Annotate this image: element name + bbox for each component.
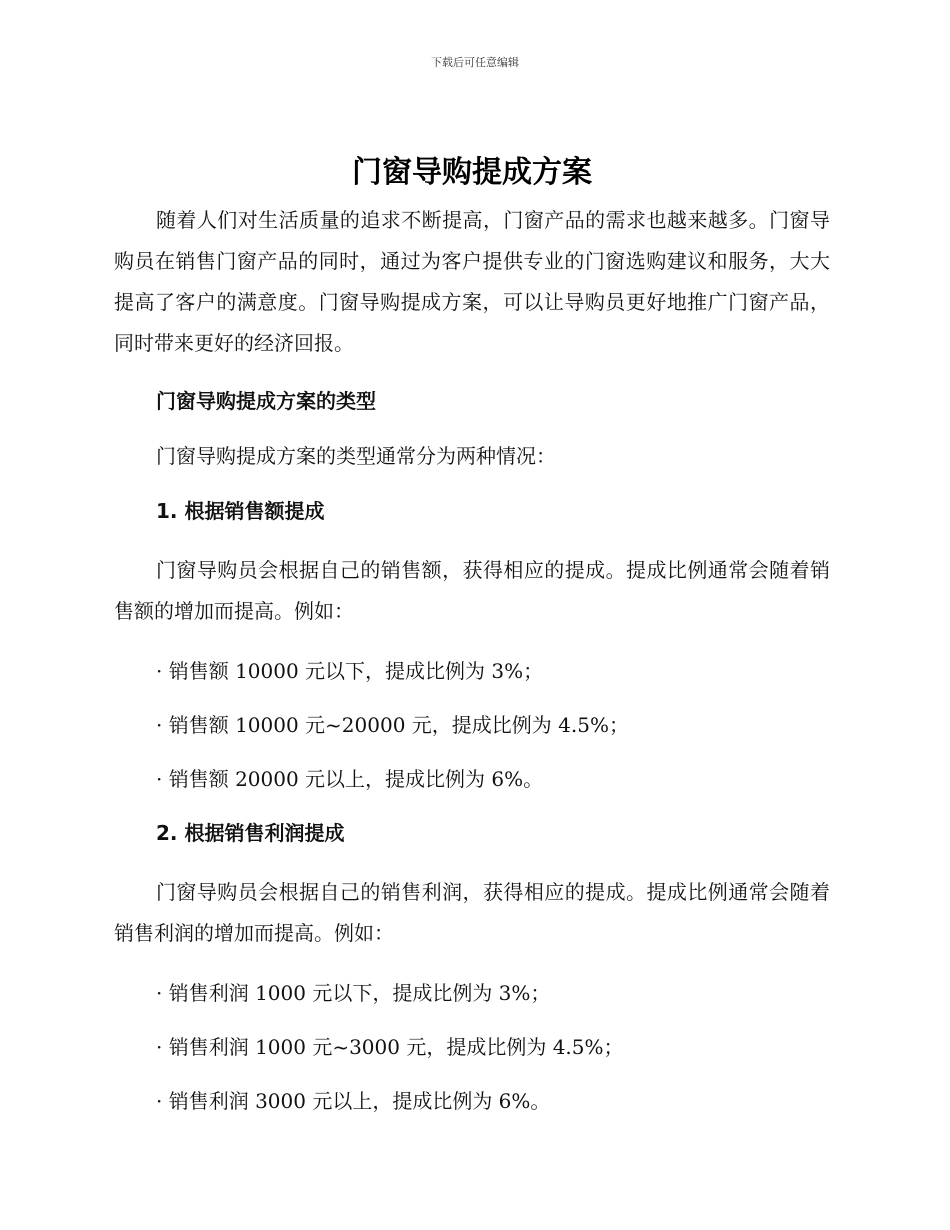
sub2-heading: 2. 根据销售利润提成	[156, 821, 345, 845]
document-title: 门窗导购提成方案	[352, 155, 592, 190]
section-heading: 门窗导购提成方案的类型	[156, 389, 376, 413]
section-intro: 门窗导购提成方案的类型通常分为两种情况：	[156, 444, 556, 468]
sub2-bullet: · 销售利润 1000 元~3000 元，提成比例为 4.5%；	[156, 1035, 624, 1059]
sub1-bullet: · 销售额 10000 元~20000 元，提成比例为 4.5%；	[156, 713, 629, 737]
sub1-bullet: · 销售额 10000 元以下，提成比例为 3%；	[156, 659, 544, 683]
sub2-bullet: · 销售利润 1000 元以下，提成比例为 3%；	[156, 981, 551, 1005]
intro-paragraph: 随着人们对生活质量的追求不断提高，门窗产品的需求也越来越多。门窗导购员在销售门窗产品的同时，通过为客户提供专业的门窗选购建议和服务，大大提高了客户的满意度。门窗导购提成方案，可以让导购员更好地推广门窗产品，同时带来更好的经济回报。	[114, 208, 830, 355]
page-header: 下载后可任意编辑	[431, 56, 519, 69]
sub1-bullet: · 销售额 20000 元以上，提成比例为 6%。	[156, 767, 544, 791]
sub1-paragraph: 门窗导购员会根据自己的销售额，获得相应的提成。提成比例通常会随着销售额的增加而提高。例如：	[114, 558, 830, 623]
sub1-heading: 1. 根据销售额提成	[156, 499, 325, 523]
sub2-bullet: · 销售利润 3000 元以上，提成比例为 6%。	[156, 1089, 551, 1113]
document-body	[114, 152, 830, 1116]
sub2-paragraph: 门窗导购员会根据自己的销售利润，获得相应的提成。提成比例通常会随着销售利润的增加而提高。例如：	[114, 880, 830, 945]
